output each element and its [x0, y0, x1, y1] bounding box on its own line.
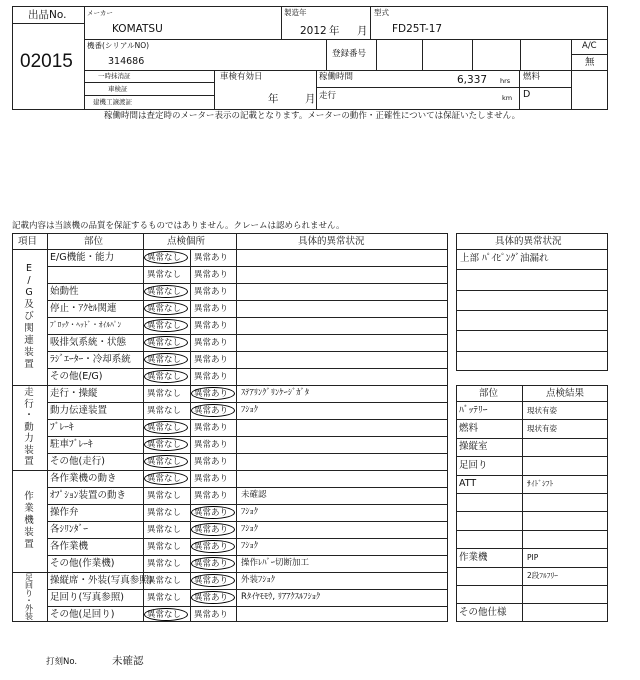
- group-label-char: 力: [24, 433, 34, 445]
- group-label-char: 置: [24, 359, 34, 370]
- group-label-char: 回: [25, 580, 33, 590]
- selected-abnormal-oval: [191, 557, 235, 570]
- abnormal-option: 異常あり: [194, 524, 229, 535]
- row-detail: ﾌｼｮｸ: [241, 541, 259, 551]
- normal-option: 異常なし: [147, 541, 182, 552]
- row-part: その他(走行): [50, 456, 105, 467]
- group-label-char: 行: [24, 398, 34, 410]
- group-label-char: り: [25, 588, 33, 598]
- group-label: [22, 574, 36, 621]
- group-label-char: ・: [24, 410, 34, 422]
- temp-label: 一時抹消証: [98, 72, 131, 80]
- lot-number: 02015: [20, 51, 73, 72]
- row-divider: [47, 351, 448, 352]
- row-part: 動力伝達装置: [50, 405, 108, 416]
- normal-option: 異常なし: [147, 439, 182, 450]
- group-label-char: G: [25, 287, 33, 298]
- row-divider: [47, 555, 448, 556]
- group-label: [22, 387, 36, 468]
- header-detail: 具体的異常状況: [298, 236, 365, 247]
- selected-abnormal-oval: [191, 523, 235, 536]
- group-label-char: 外: [25, 604, 33, 614]
- group-label-char: E: [25, 263, 32, 274]
- detail-row-text: 上部 ﾊﾟｲﾋﾟﾝｸﾞ油漏れ: [460, 253, 549, 264]
- abnormal-option: 異常あり: [194, 609, 229, 620]
- row-part: 停止・ｱｸｾﾙ関連: [50, 303, 117, 314]
- selected-normal-oval: [144, 608, 188, 621]
- row-divider: [456, 548, 608, 549]
- insp-month-unit: 月: [305, 93, 316, 105]
- row-divider: [12, 385, 448, 386]
- row-divider: [47, 402, 448, 403]
- spec-part: その他仕様: [459, 606, 507, 618]
- abnormal-option: 異常あり: [194, 269, 229, 280]
- spec-result: PIP: [527, 552, 539, 562]
- row-detail: Rﾀｲﾔﾓﾓｳ, ﾘｱｱｸｽﾙﾌｼｮｸ: [241, 592, 321, 602]
- selected-normal-oval: [144, 285, 188, 298]
- row-part: 駐車ﾌﾞﾚｰｷ: [50, 439, 93, 450]
- normal-option: 異常なし: [147, 286, 182, 297]
- row-part: 走行・操縦: [50, 388, 98, 399]
- spec-result: 2段ﾌﾙﾌﾘｰ: [527, 571, 559, 581]
- group-label-char: 置: [24, 539, 34, 550]
- quality-disclaimer: 記載内容は当該機の品質を保証するものではありません。クレームは認められません。: [12, 221, 345, 231]
- normal-option: 異常なし: [147, 371, 182, 382]
- row-divider: [456, 269, 608, 270]
- group-label-char: 関: [24, 323, 34, 334]
- row-divider: [456, 456, 608, 457]
- row-part: 吸排気系統・状態: [50, 337, 127, 348]
- insp-year-unit: 年: [268, 93, 279, 105]
- abnormal-option: 異常あり: [194, 422, 229, 433]
- model-value: FD25T-17: [392, 23, 443, 35]
- row-divider: [456, 438, 608, 439]
- reg-label: 登録番号: [332, 49, 367, 59]
- selected-normal-oval: [144, 421, 188, 434]
- group-label: [22, 491, 36, 551]
- row-divider: [47, 436, 448, 437]
- selected-abnormal-oval: [191, 574, 235, 587]
- maker-label: メーカー: [87, 9, 113, 17]
- model-label: 型式: [374, 8, 389, 17]
- row-detail: 未確認: [241, 490, 267, 500]
- mileage-label: 走行: [319, 91, 337, 101]
- spec-part: 足回り: [459, 459, 488, 471]
- fuel-label: 燃料: [523, 72, 541, 82]
- row-divider: [47, 504, 448, 505]
- year-value: 2012: [300, 25, 327, 37]
- row-divider: [456, 603, 608, 604]
- ac-value: 無: [585, 57, 595, 68]
- row-part: ﾌﾞﾚｰｷ: [50, 422, 74, 433]
- row-divider: [456, 475, 608, 476]
- selected-normal-oval: [144, 302, 188, 315]
- spec-result: ｻｲﾄﾞｼﾌﾄ: [527, 479, 554, 489]
- row-part: ﾌﾞﾛｯｸ・ﾍｯﾄﾞ・ｵｲﾙﾊﾟﾝ: [50, 320, 122, 329]
- selected-abnormal-oval: [191, 540, 235, 553]
- row-divider: [456, 330, 608, 331]
- row-divider: [47, 317, 448, 318]
- spec-part: 作業機: [459, 551, 488, 563]
- row-divider: [47, 266, 448, 267]
- group-label-char: 連: [24, 335, 34, 346]
- normal-option: 異常なし: [147, 524, 182, 535]
- row-part: E/G機能・能力: [50, 252, 115, 263]
- spec-part: 燃料: [459, 422, 479, 434]
- row-divider: [47, 521, 448, 522]
- maker-value: KOMATSU: [112, 23, 163, 35]
- abnormal-option: 異常あり: [194, 388, 229, 399]
- row-part: 足回り(写真参照): [50, 592, 124, 603]
- abnormal-option: 異常あり: [194, 354, 229, 365]
- selected-normal-oval: [144, 319, 188, 332]
- row-part: 操縦席・外装(写真参照): [50, 575, 153, 586]
- row-divider: [456, 249, 608, 250]
- group-label-char: 装: [25, 612, 33, 622]
- right-detail-header: 具体的異常状況: [495, 236, 562, 247]
- normal-option: 異常なし: [147, 388, 182, 399]
- row-detail: ﾌｼｮｸ: [241, 405, 259, 415]
- group-label-char: 機: [24, 515, 34, 526]
- normal-option: 異常なし: [147, 252, 182, 263]
- abnormal-option: 異常あり: [194, 490, 229, 501]
- row-divider: [456, 290, 608, 291]
- row-part: ﾗｼﾞｴｰﾀｰ・冷却系統: [50, 354, 131, 365]
- selected-abnormal-oval: [191, 404, 235, 417]
- row-detail: ﾌｼｮｸ: [241, 507, 259, 517]
- row-divider: [456, 310, 608, 311]
- selected-normal-oval: [144, 438, 188, 451]
- normal-option: 異常なし: [147, 320, 182, 331]
- abnormal-option: 異常あり: [194, 456, 229, 467]
- normal-option: 異常なし: [147, 405, 182, 416]
- normal-option: 異常なし: [147, 354, 182, 365]
- hours-label: 稼働時間: [319, 72, 354, 82]
- group-label-char: 動: [24, 421, 34, 433]
- group-label-char: 足: [25, 573, 33, 582]
- normal-option: 異常なし: [147, 337, 182, 348]
- abnormal-option: 異常あり: [194, 507, 229, 518]
- row-part: その他(作業機): [50, 558, 115, 569]
- spec-header-part: 部位: [479, 388, 499, 399]
- abnormal-option: 異常あり: [194, 252, 229, 263]
- row-divider: [12, 572, 448, 573]
- normal-option: 異常なし: [147, 592, 182, 603]
- header-part: 部位: [84, 236, 104, 247]
- selected-abnormal-oval: [191, 591, 235, 604]
- selected-normal-oval: [144, 472, 188, 485]
- km-unit: km: [502, 94, 513, 102]
- row-divider: [47, 487, 448, 488]
- normal-option: 異常なし: [147, 303, 182, 314]
- normal-option: 異常なし: [147, 490, 182, 501]
- row-part: 操作弁: [50, 507, 79, 518]
- group-label: [22, 263, 36, 371]
- normal-option: 異常なし: [147, 456, 182, 467]
- spec-result: 現状有姿: [527, 423, 557, 433]
- normal-option: 異常なし: [147, 609, 182, 620]
- row-divider: [47, 606, 448, 607]
- group-label-char: 業: [24, 503, 34, 514]
- abnormal-option: 異常あり: [194, 558, 229, 569]
- selected-normal-oval: [144, 370, 188, 383]
- row-detail: 外装ﾌｼｮｸ: [241, 575, 276, 585]
- group-label-char: ・: [25, 596, 33, 606]
- abnormal-option: 異常あり: [194, 473, 229, 484]
- group-label-char: 走: [24, 387, 34, 398]
- abnormal-option: 異常あり: [194, 371, 229, 382]
- normal-option: 異常なし: [147, 507, 182, 518]
- group-label-char: /: [27, 275, 31, 286]
- year-label: 製造年: [284, 8, 307, 17]
- header-item: 項目: [18, 236, 38, 247]
- construction-cert-label: 建機工譲渡証: [93, 98, 132, 106]
- row-part: 各ｼﾘﾝﾀﾞｰ: [50, 524, 89, 535]
- normal-option: 異常なし: [147, 269, 182, 280]
- header-check: 点検個所: [167, 236, 206, 247]
- row-detail: ﾌｼｮｸ: [241, 524, 259, 534]
- selected-abnormal-oval: [191, 387, 235, 400]
- row-part: その他(E/G): [50, 371, 103, 382]
- year-unit: 年: [329, 25, 340, 37]
- row-detail: ｽﾃｱﾘﾝｸﾞﾘﾝｹｰｼﾞｶﾞﾀ: [241, 388, 310, 398]
- spec-header-result: 点検結果: [546, 388, 585, 399]
- month-unit: 月: [357, 25, 368, 37]
- group-label-char: 装: [24, 444, 34, 456]
- abnormal-option: 異常あり: [194, 405, 229, 416]
- serial-value: 314686: [108, 56, 145, 67]
- selected-abnormal-oval: [191, 506, 235, 519]
- abnormal-option: 異常あり: [194, 320, 229, 331]
- row-divider: [47, 538, 448, 539]
- row-part: 各作業機: [50, 541, 89, 552]
- spec-result: 現状有姿: [527, 405, 557, 415]
- row-part: 各作業機の動き: [50, 473, 117, 484]
- row-part: ｵﾌﾟｼｮﾝ装置の動き: [50, 490, 127, 501]
- abnormal-option: 異常あり: [194, 286, 229, 297]
- row-divider: [456, 401, 608, 402]
- row-divider: [456, 567, 608, 568]
- normal-option: 異常なし: [147, 422, 182, 433]
- row-divider: [456, 585, 608, 586]
- selected-normal-oval: [144, 353, 188, 366]
- abnormal-option: 異常あり: [194, 592, 229, 603]
- row-divider: [47, 300, 448, 301]
- row-divider: [456, 530, 608, 531]
- normal-option: 異常なし: [147, 575, 182, 586]
- spec-part: ﾊﾞｯﾃﾘｰ: [459, 404, 488, 416]
- row-divider: [456, 511, 608, 512]
- vehicle-cert-label: 車検証: [108, 85, 128, 93]
- row-part: その他(足回り): [50, 609, 115, 620]
- group-label-char: 作: [24, 491, 34, 502]
- fuel-value: D: [523, 89, 531, 100]
- group-label-char: び: [24, 311, 34, 322]
- right-spec-frame: [456, 385, 608, 622]
- row-divider: [47, 419, 448, 420]
- stamp-label: 打刻No.: [46, 657, 78, 667]
- hours-unit: hrs: [500, 77, 511, 85]
- group-label-char: 及: [24, 299, 34, 310]
- abnormal-option: 異常あり: [194, 303, 229, 314]
- abnormal-option: 異常あり: [194, 337, 229, 348]
- row-divider: [47, 368, 448, 369]
- spec-part: ATT: [459, 478, 477, 490]
- row-divider: [456, 351, 608, 352]
- row-part: 始動性: [50, 286, 79, 297]
- abnormal-option: 異常あり: [194, 575, 229, 586]
- lot-label: 出品No.: [28, 9, 67, 21]
- selected-normal-oval: [144, 251, 188, 264]
- stamp-value: 未確認: [112, 655, 144, 667]
- abnormal-option: 異常あり: [194, 541, 229, 552]
- inspection-label: 車検有効日: [220, 72, 263, 82]
- ac-label: A/C: [582, 41, 597, 51]
- serial-label: 機番(シリアルNO): [87, 41, 150, 50]
- row-divider: [456, 493, 608, 494]
- hours-disclaimer: 稼働時間は査定時のメーター表示の記載となります。メーターの動作・正確性については保証いたしません。: [104, 111, 521, 121]
- row-divider: [12, 470, 448, 471]
- row-divider: [456, 419, 608, 420]
- normal-option: 異常なし: [147, 473, 182, 484]
- group-label-char: 装: [24, 527, 34, 538]
- group-label-char: 置: [24, 456, 34, 468]
- selected-normal-oval: [144, 455, 188, 468]
- abnormal-option: 異常あり: [194, 439, 229, 450]
- row-divider: [47, 334, 448, 335]
- normal-option: 異常なし: [147, 558, 182, 569]
- group-label-char: 装: [24, 347, 34, 358]
- selected-normal-oval: [144, 336, 188, 349]
- row-divider: [47, 453, 448, 454]
- row-divider: [47, 589, 448, 590]
- hours-value: 6,337: [457, 74, 488, 86]
- spec-part: 操縦室: [459, 441, 488, 453]
- row-detail: 操作ﾚﾊﾞｰ切断加工: [241, 558, 310, 568]
- row-divider: [47, 283, 448, 284]
